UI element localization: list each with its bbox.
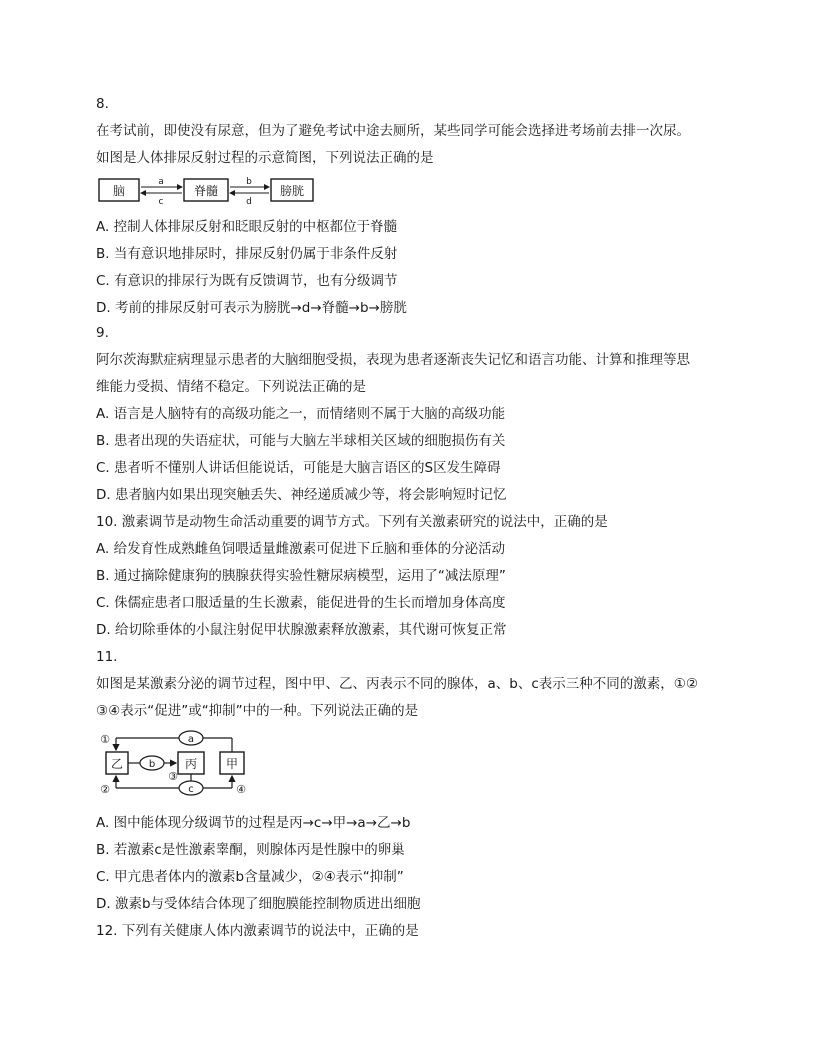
q11-stem-line2: ③④表示“促进”或“抑制”中的一种。下列说法正确的是 [96,703,419,719]
q11-option-a: A. 图中能体现分级调节的过程是丙→c→甲→a→乙→b [96,815,411,831]
mark-4: ④ [236,783,246,796]
diagram-node-spinal-cord: 脊髓 [193,184,219,198]
q10-option-d: D. 给切除垂体的小鼠注射促甲状腺激素释放激素，其代谢可恢复正常 [96,622,507,638]
hormone-c-label: c [188,784,194,795]
hormone-b-label: b [148,759,156,770]
q8-reflex-diagram [96,174,316,208]
q11-option-b: B. 若激素c是性激素睾酮，则腺体丙是性腺中的卵巢 [96,842,405,858]
hormone-a-label: a [187,734,195,745]
label-c: c [158,197,164,207]
q11-number: 11. [96,649,118,665]
q11-stem-line1: 如图是某激素分泌的调节过程，图中甲、乙、丙表示不同的腺体，a、b、c表示三种不同的激素，①② [96,676,698,692]
q8-option-a: A. 控制人体排尿反射和眨眼反射的中枢都位于脊髓 [96,219,398,235]
q9-number: 9. [96,325,109,341]
diagram-node-brain: 脑 [112,184,126,198]
q8-stem-line2: 如图是人体排尿反射过程的示意简图，下列说法正确的是 [96,150,434,166]
q9-option-c: C. 患者听不懂别人讲话但能说话，可能是大脑言语区的S区发生障碍 [96,460,501,476]
mark-1: ① [100,733,110,746]
q10-option-b: B. 通过摘除健康狗的胰腺获得实验性糖尿病模型，运用了“减法原理” [96,568,506,584]
q11-option-c: C. 甲亢患者体内的激素b含量减少，②④表示“抑制” [96,869,404,885]
gland-bing-label: 丙 [184,757,198,771]
q11-option-d: D. 激素b与受体结合体现了细胞膜能控制物质进出细胞 [96,896,421,912]
mark-3: ③ [168,770,178,783]
q11-hormone-diagram [98,728,248,800]
q10-stem: 10. 激素调节是动物生命活动重要的调节方式。下列有关激素研究的说法中，正确的是 [96,514,608,530]
q9-option-a: A. 语言是人脑特有的高级功能之一，而情绪则不属于大脑的高级功能 [96,406,506,422]
q9-stem-line2: 维能力受损、情绪不稳定。下列说法正确的是 [96,379,366,395]
q8-option-c: C. 有意识的排尿行为既有反馈调节，也有分级调节 [96,273,398,289]
q9-option-b: B. 患者出现的失语症状，可能与大脑左半球相关区域的细胞损伤有关 [96,433,506,449]
mark-2: ② [100,783,110,796]
gland-jia-label: 甲 [225,757,239,771]
q12-stem: 12. 下列有关健康人体内激素调节的说法中，正确的是 [96,923,419,939]
label-b: b [246,177,252,187]
label-a: a [158,177,164,187]
q8-option-b: B. 当有意识地排尿时，排尿反射仍属于非条件反射 [96,246,398,262]
q8-stem-line1: 在考试前，即使没有尿意，但为了避免考试中途去厕所，某些同学可能会选择进考场前去排一次尿。 [96,123,690,139]
q8-option-d: D. 考前的排尿反射可表示为膀胱→d→脊髓→b→膀胱 [96,300,407,316]
gland-yi-label: 乙 [110,757,124,771]
q9-option-d: D. 患者脑内如果出现突触丢失、神经递质减少等，将会影响短时记忆 [96,487,507,503]
diagram-node-bladder: 膀胱 [279,184,305,198]
q10-option-c: C. 侏儒症患者口服适量的生长激素，能促进骨的生长而增加身体高度 [96,595,506,611]
label-d: d [246,197,252,207]
q9-stem-line1: 阿尔茨海默症病理显示患者的大脑细胞受损，表现为患者逐渐丧失记忆和语言功能、计算和推理等思 [96,352,690,368]
q10-option-a: A. 给发育性成熟雌鱼饲喂适量雌激素可促进下丘脑和垂体的分泌活动 [96,541,506,557]
q8-number: 8. [96,96,109,112]
